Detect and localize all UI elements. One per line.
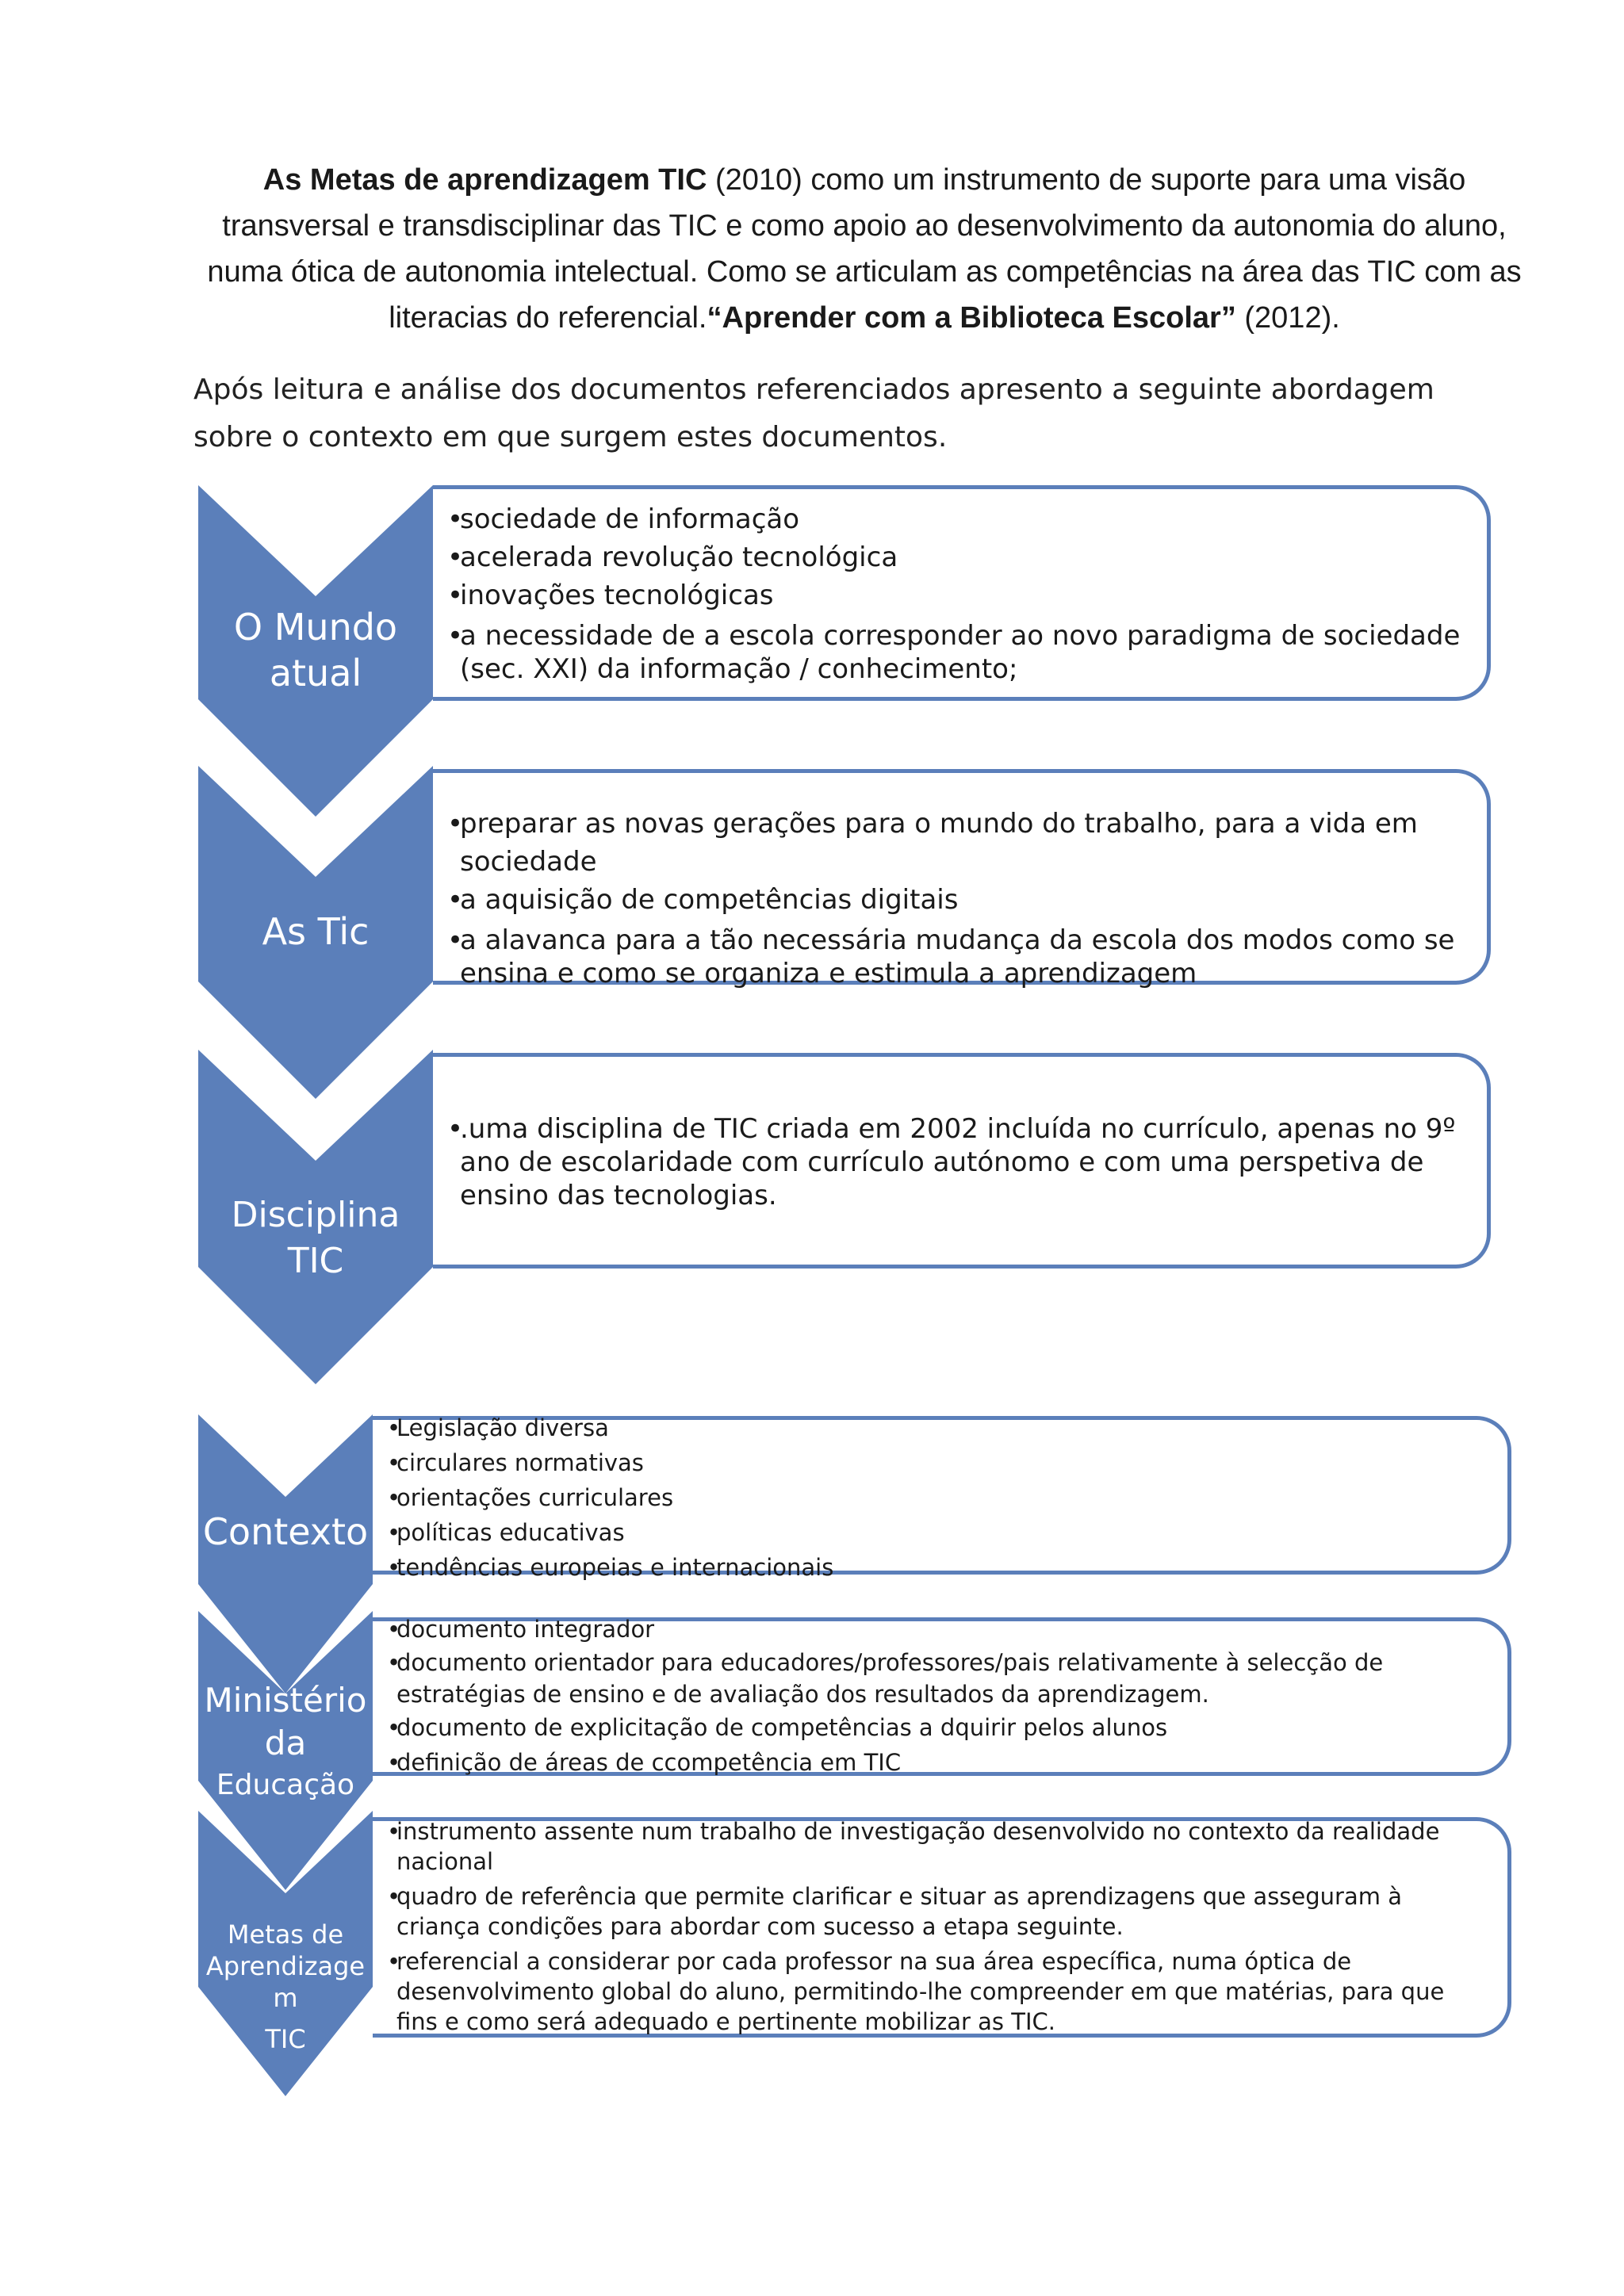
- list-item: • .uma disciplina de TIC criada em 2002 incluída no currículo, apenas no 9º ano de escolaridade com currículo autónomo e com uma perspetiva de ensino das tecnologias.: [447, 1113, 1456, 1211]
- chevron-label: As Tic: [262, 910, 370, 953]
- section-box-ministerio-da-educacao: [373, 1617, 1511, 1776]
- section-box-contexto: [373, 1414, 1511, 1581]
- list-item: • preparar as novas gerações para o mundo do trabalho, para a vida em sociedade: [447, 808, 1418, 878]
- lead-paragraph: Após leitura e análise dos documentos referenciados apresento a seguinte abordagem sobre o contexto em que surgem estes documentos.: [193, 373, 1434, 453]
- list-item: • inovações tecnológicas: [447, 580, 774, 611]
- list-item: • a necessidade de a escola corresponder ao novo paradigma de sociedade (sec. XXI) da informação / conhecimento;: [447, 620, 1461, 685]
- chevron-label: Ministério da Educação: [204, 1681, 367, 1801]
- section-box-disciplina-tic: [433, 1053, 1491, 1269]
- list-item: • documento orientador para educadores/professores/pais relativamente à selecção de estratégias de ensino e de avaliação dos resultados da aprendizagem.: [387, 1649, 1384, 1708]
- intro-title-bold: As Metas de aprendizagem TIC: [262, 163, 707, 197]
- chevron-metas-de-aprendizagem-tic: [198, 1811, 373, 2096]
- list-item: • documento integrador: [387, 1616, 655, 1643]
- list-item: • políticas educativas: [387, 1519, 625, 1546]
- intro-paragraph: [198, 157, 1530, 341]
- list-item: • circulares normativas: [387, 1449, 644, 1476]
- chevron-label: Disciplina TIC: [231, 1195, 400, 1281]
- list-item: • orientações curriculares: [387, 1484, 674, 1511]
- list-item: • quadro de referência que permite clarificar e situar as aprendizagens que asseguram à criança condições para abordar com sucesso a etapa seguinte.: [387, 1883, 1402, 1940]
- intro-text: (2010) como um instrumento de suporte para uma visão transversal e transdisciplinar das TIC e como apoio ao desenvolvimento da autonomia do aluno, numa ótica de autonomia intelectual. Como se articulam as competências na área das TIC com as literacias do referencial.: [207, 163, 1522, 335]
- chevron-label: O Mundo atual: [233, 606, 398, 695]
- list-item: • acelerada revolução tecnológica: [447, 541, 898, 573]
- list-item: • a alavanca para a tão necessária mudança da escola dos modos como se ensina e como se organiza e estimula a aprendizagem: [447, 924, 1455, 989]
- list-item: • documento de explicitação de competências a dquirir pelos alunos: [387, 1714, 1168, 1741]
- list-item: • Legislação diversa: [387, 1414, 609, 1441]
- section-box-as-tic: [433, 769, 1491, 989]
- section-box-metas-de-aprendizagem-tic: [373, 1817, 1511, 2038]
- chevron-label: Metas de Aprendizage m TIC: [205, 1919, 366, 2054]
- list-item: • definição de áreas de ccompetência em TIC: [387, 1749, 902, 1776]
- intro-reference-bold: “Aprender com a Biblioteca Escolar”: [707, 301, 1236, 335]
- chevron-label: Contexto: [202, 1510, 369, 1553]
- list-item: • sociedade de informação: [447, 503, 800, 535]
- chevron-disciplina-tic: [198, 1050, 433, 1384]
- chevron-as-tic: [198, 766, 433, 1099]
- section-box-o-mundo-atual: [433, 485, 1491, 701]
- list-item: • tendências europeias e internacionais: [387, 1554, 834, 1581]
- list-item: • referencial a considerar por cada professor na sua área específica, numa óptica de desenvolvimento global do aluno, permitindo-lhe compreender em que matérias, para que fins e como será adequado e pertinente mobilizar as TIC.: [387, 1948, 1445, 2035]
- list-item: • instrumento assente num trabalho de investigação desenvolvido no contexto da realidade nacional: [387, 1818, 1440, 1875]
- intro-year: (2012).: [1235, 301, 1340, 335]
- list-item: • a aquisição de competências digitais: [447, 884, 959, 916]
